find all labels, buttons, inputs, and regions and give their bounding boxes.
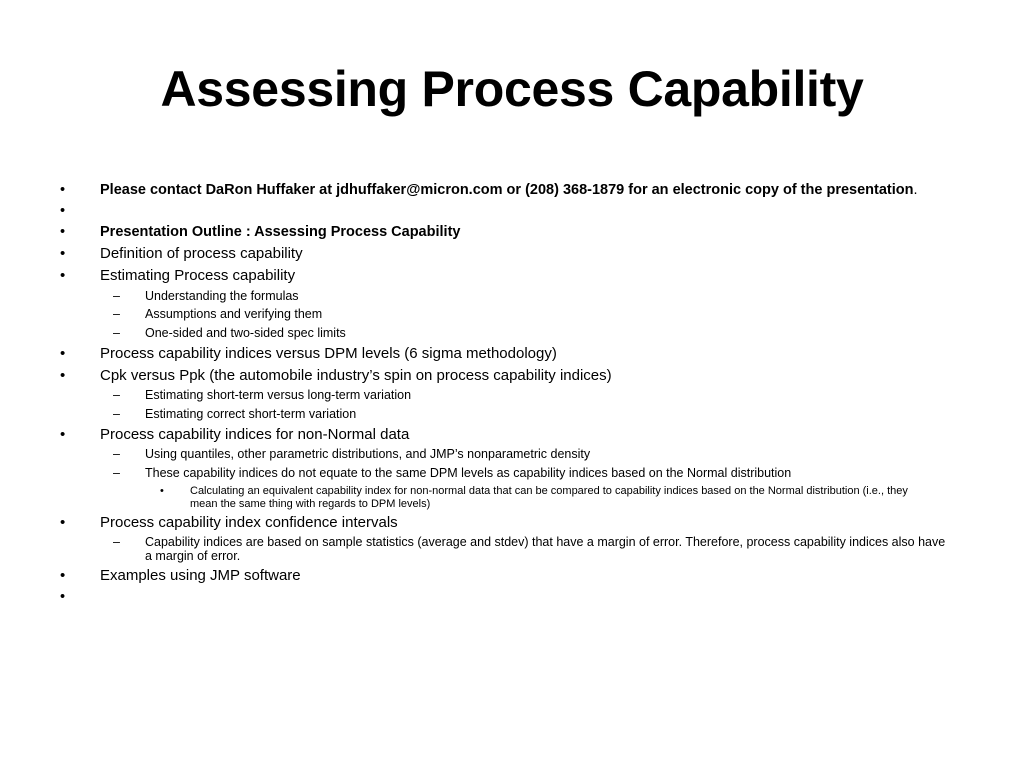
sub-bullet <box>113 447 954 462</box>
bullet-empty <box>60 589 954 606</box>
bullet-outline-heading <box>60 224 954 241</box>
dash-marker: – <box>113 466 120 481</box>
sub-bullet-text: One-sided and two-sided spec limits <box>145 326 346 341</box>
bullet-marker: • <box>60 344 66 362</box>
bullet-text: Estimating Process capability <box>100 266 296 284</box>
sub-bullet-text: These capability indices do not equate to the same DPM levels as capability indices based on the Normal distribution <box>145 466 792 481</box>
sub-bullet <box>113 288 954 304</box>
bullet-marker: • <box>60 425 66 443</box>
sub-bullet-text: Estimating short-term versus long-term variation <box>145 388 412 403</box>
bullet-marker: • <box>60 245 66 263</box>
contact-period: . <box>913 182 918 198</box>
sub-bullet-text: Assumptions and verifying them <box>145 307 323 322</box>
bullet-dpm <box>60 344 954 363</box>
bullet-marker: • <box>60 589 66 606</box>
bullet-definition <box>60 245 954 263</box>
bullet-estimating <box>60 266 954 285</box>
sub-bullet-text: Estimating correct short-term variation <box>145 406 357 421</box>
bullet-marker: • <box>60 266 66 284</box>
dash-marker: – <box>113 534 120 549</box>
outline-heading-text: Presentation Outline : Assessing Process Capability <box>100 224 461 241</box>
bullet-text: Cpk versus Ppk (the automobile industry’s spin on process capability indices) <box>100 366 612 384</box>
bullet-examples <box>60 567 954 585</box>
bullet-marker: • <box>160 484 164 497</box>
bullet-marker: • <box>60 203 66 220</box>
bullet-text: Process capability indices for non-Normal data <box>100 425 410 443</box>
bullet-text: Process capability indices versus DPM levels (6 sigma methodology) <box>100 344 557 362</box>
sub-sub-bullet-text: Calculating an equivalent capability index for non-normal data that can be compared to capability indices based on the Normal distribution (i.e., they mean the same thing with regards to DPM levels) <box>190 484 908 510</box>
bullet-empty <box>60 203 954 220</box>
bullet-marker: • <box>60 366 66 384</box>
dash-marker: – <box>113 307 120 322</box>
sub-bullet <box>113 388 954 403</box>
dash-marker: – <box>113 326 120 341</box>
bullet-marker: • <box>60 514 66 532</box>
bullet-text: Definition of process capability <box>100 245 303 263</box>
sub-bullet-text: Understanding the formulas <box>145 288 299 303</box>
bullet-confidence <box>60 514 954 532</box>
bullet-non-normal <box>60 425 954 444</box>
contact-text: Please contact DaRon Huffaker at jdhuffaker@micron.com or (208) 368-1879 for an electronic copy of the presentation <box>100 182 914 198</box>
sub-bullet-text: Capability indices are based on sample statistics (average and stdev) that have a margin of error. Therefore, process capability indices also have a margin of error. <box>145 534 946 563</box>
dash-marker: – <box>113 388 120 403</box>
sub-bullet <box>113 307 954 322</box>
bullet-marker: • <box>60 182 66 198</box>
sub-bullet-text: Using quantiles, other parametric distributions, and JMP’s nonparametric density <box>145 447 591 462</box>
dash-marker: – <box>113 447 120 462</box>
dash-marker: – <box>113 288 120 303</box>
slide-title: Assessing Process Capability <box>160 61 864 117</box>
sub-bullet <box>113 534 954 564</box>
bullet-marker: • <box>60 567 66 585</box>
slide-body <box>0 182 1024 610</box>
bullet-text: Examples using JMP software <box>100 567 301 585</box>
bullet-contact <box>60 182 954 199</box>
sub-sub-bullet <box>160 484 934 510</box>
sub-bullet <box>113 466 954 481</box>
bullet-text: Process capability index confidence intervals <box>100 514 398 532</box>
bullet-marker: • <box>60 224 66 241</box>
sub-bullet <box>113 406 954 422</box>
bullet-cpk-ppk <box>60 366 954 385</box>
dash-marker: – <box>113 406 120 421</box>
sub-bullet <box>113 326 954 341</box>
